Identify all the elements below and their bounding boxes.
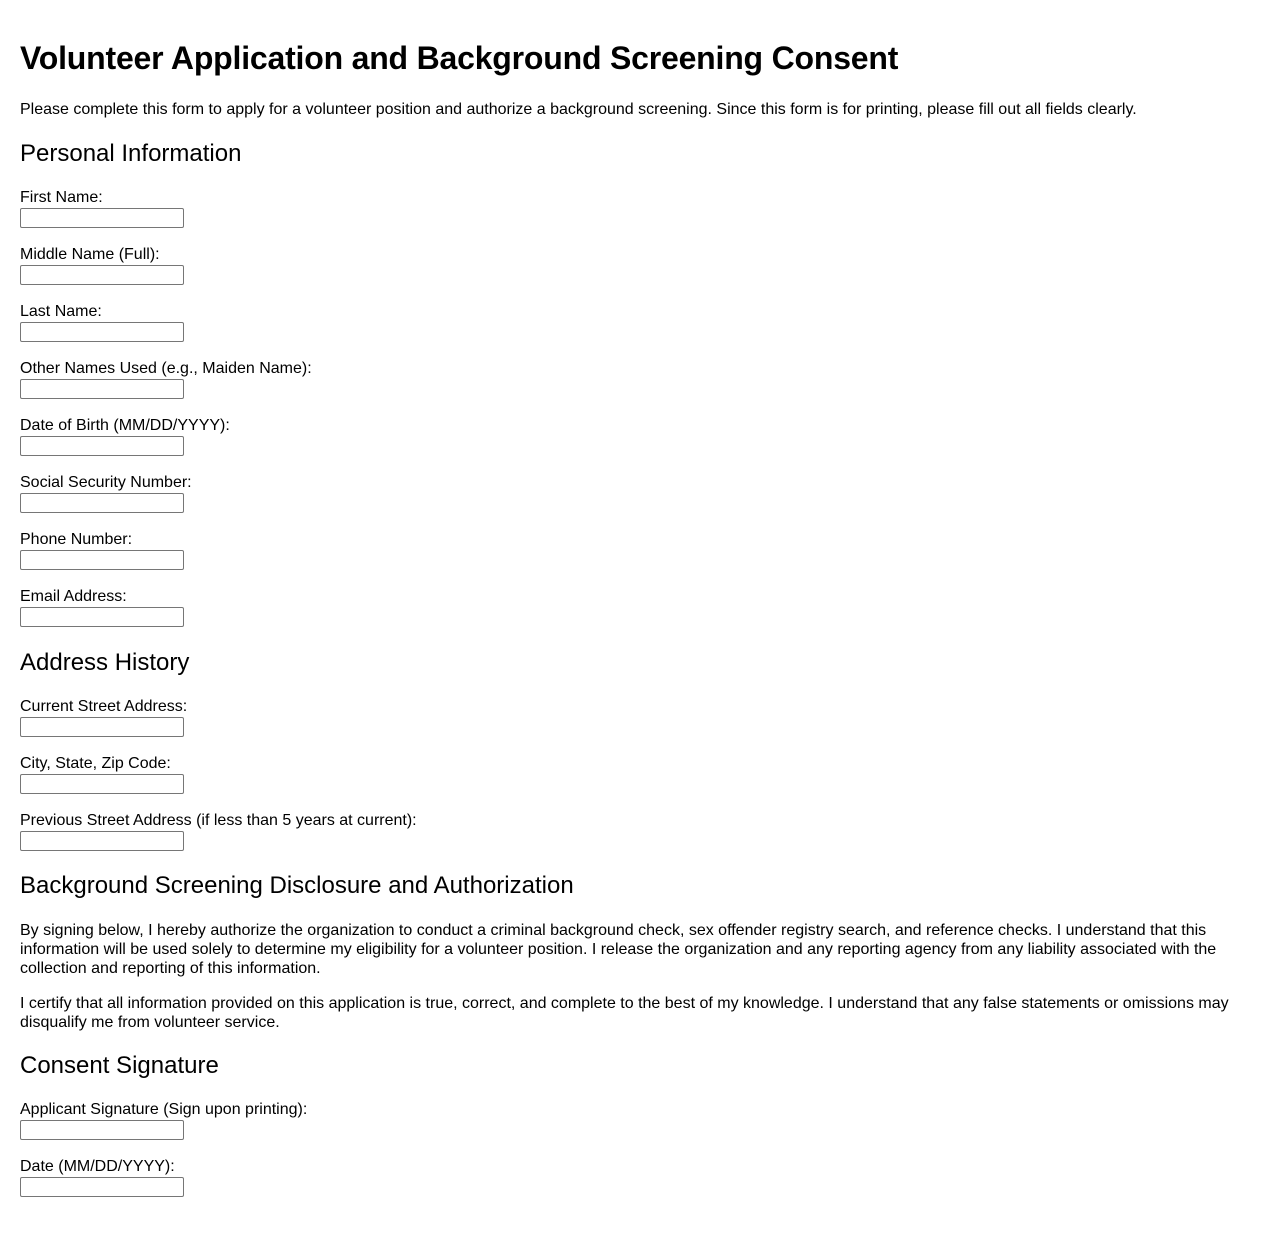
date-of-birth-input[interactable] [20, 436, 184, 456]
middle-name-label: Middle Name (Full): [20, 246, 160, 263]
ssn-input[interactable] [20, 493, 184, 513]
signature-label: Applicant Signature (Sign upon printing): [20, 1101, 308, 1118]
current-street-input[interactable] [20, 717, 184, 737]
intro-text: Please complete this form to apply for a volunteer position and authorize a background screening. Since this form is for printing, please fill out all fields clearly. [20, 101, 1137, 118]
other-names-label: Other Names Used (e.g., Maiden Name): [20, 360, 312, 377]
middle-name-input[interactable] [20, 265, 184, 285]
email-input[interactable] [20, 607, 184, 627]
certification-paragraph: I certify that all information provided on this application is true, correct, and complete to the best of my knowledge. I understand that any false statements or omissions may disqualify me from volunteer service. [20, 995, 1229, 1031]
city-state-zip-label: City, State, Zip Code: [20, 755, 171, 772]
signature-date-input[interactable] [20, 1177, 184, 1197]
current-street-label: Current Street Address: [20, 698, 188, 715]
previous-street-label: Previous Street Address (if less than 5 years at current): [20, 812, 417, 829]
section-heading-personal: Personal Information [20, 140, 242, 167]
city-state-zip-input[interactable] [20, 774, 184, 794]
section-heading-disclosure: Background Screening Disclosure and Authorization [20, 872, 574, 899]
first-name-label: First Name: [20, 189, 103, 206]
authorization-paragraph: By signing below, I hereby authorize the organization to conduct a criminal background check, sex offender registry search, and reference checks. I understand that this information will be used solely to determine my eligibility for a volunteer position. I release the organization and any reporting agency from any liability associated with the collection and reporting of this information. [20, 922, 1217, 977]
date-of-birth-label: Date of Birth (MM/DD/YYYY): [20, 417, 230, 434]
ssn-label: Social Security Number: [20, 474, 192, 491]
section-heading-address: Address History [20, 649, 190, 676]
other-names-input[interactable] [20, 379, 184, 399]
phone-label: Phone Number: [20, 531, 133, 548]
page-title: Volunteer Application and Background Screening Consent [20, 40, 899, 76]
first-name-input[interactable] [20, 208, 184, 228]
email-label: Email Address: [20, 588, 127, 605]
previous-street-input[interactable] [20, 831, 184, 851]
phone-input[interactable] [20, 550, 184, 570]
signature-input[interactable] [20, 1120, 184, 1140]
last-name-input[interactable] [20, 322, 184, 342]
last-name-label: Last Name: [20, 303, 102, 320]
section-heading-consent: Consent Signature [20, 1052, 219, 1079]
signature-date-label: Date (MM/DD/YYYY): [20, 1158, 175, 1175]
